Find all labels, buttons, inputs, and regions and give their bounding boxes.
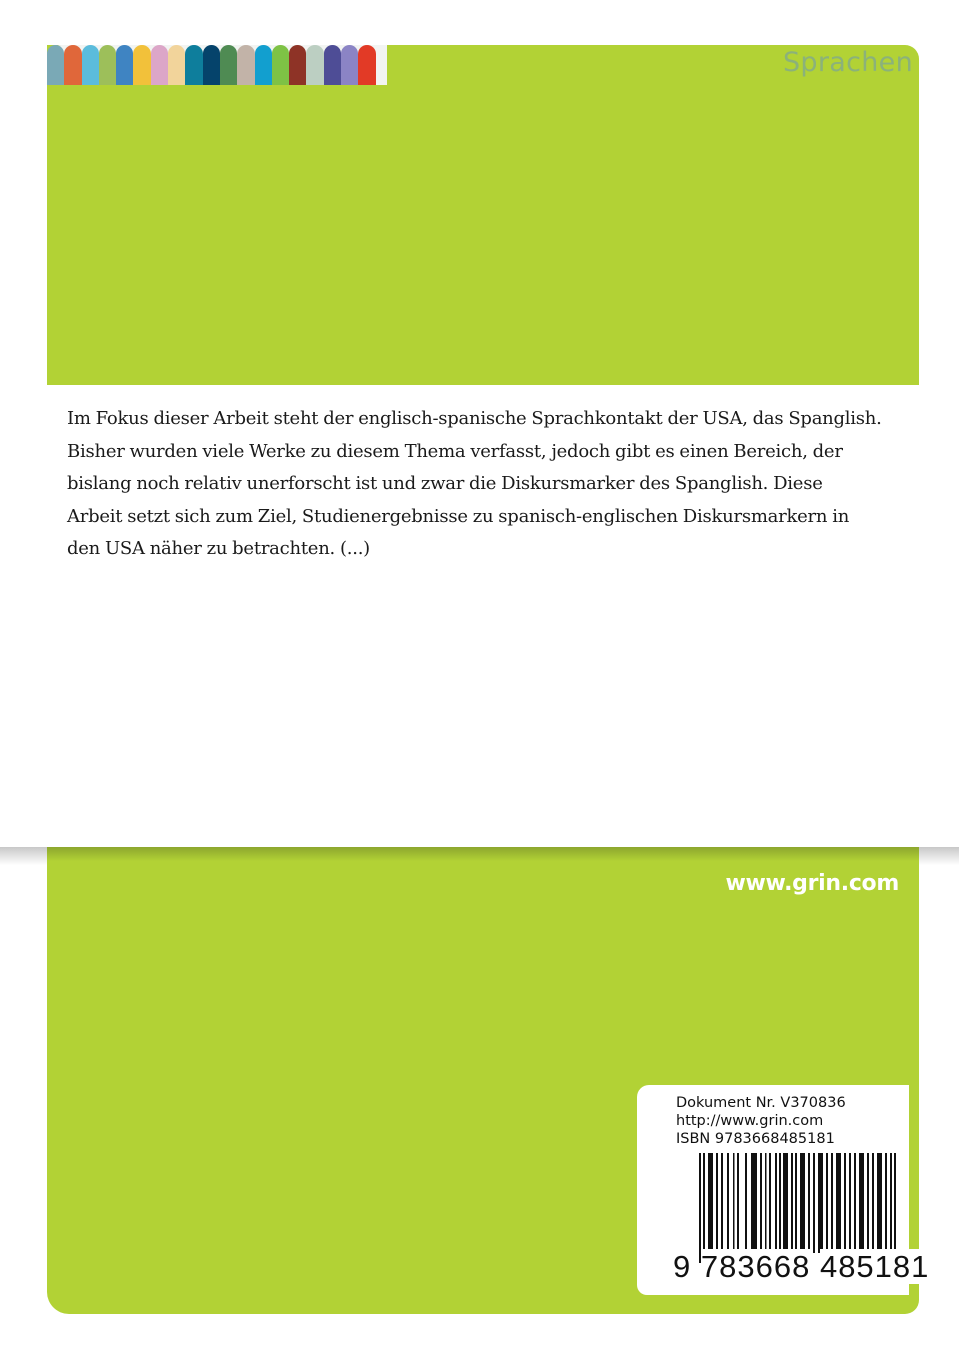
color-tab (255, 45, 272, 85)
color-tab (203, 45, 220, 85)
color-tab (116, 45, 133, 85)
color-tab (185, 45, 202, 85)
abstract-line: bislang noch relativ unerforscht ist und zwar die Diskursmarker des Spanglish. Diese (67, 473, 823, 494)
abstract-line: Im Fokus dieser Arbeit steht der englisch-spanische Sprachkontakt der USA, das Spanglish. (67, 408, 882, 429)
barcode-box (637, 1085, 930, 1295)
barcode-digits (673, 1249, 929, 1285)
color-tab (220, 45, 237, 85)
abstract-line: Bisher wurden viele Werke zu diesem Thema verfasst, jedoch gibt es einen Bereich, der (67, 440, 843, 462)
color-tab (358, 45, 375, 85)
color-tab (289, 45, 306, 85)
category-label: Sprachen (782, 47, 913, 78)
abstract-line: den USA näher zu betrachten. (...) (67, 538, 370, 559)
color-tab (99, 45, 116, 85)
cover-top-panel (47, 45, 919, 385)
color-tab (64, 45, 81, 85)
isbn-text: ISBN 9783668485181 (676, 1131, 835, 1147)
abstract-line: Arbeit setzt sich zum Ziel, Studienergebnisse zu spanisch-englischen Diskursmarkern in (67, 505, 850, 527)
color-tab (341, 45, 358, 85)
website-text: http://www.grin.com (676, 1113, 824, 1129)
color-tab (82, 45, 99, 85)
color-tab (324, 45, 341, 85)
document-info (676, 1094, 846, 1148)
document-number: Dokument Nr. V370836 (676, 1095, 846, 1111)
barcode-icon (699, 1153, 899, 1263)
site-url: www.grin.com (725, 871, 899, 896)
barcode-digit-group1: 783668 (700, 1249, 811, 1284)
color-tab (151, 45, 168, 85)
color-tab (47, 45, 64, 85)
panel-shade (47, 847, 919, 861)
color-tab (133, 45, 150, 85)
color-tab (272, 45, 289, 85)
color-tab-strip (47, 45, 376, 85)
color-tab (237, 45, 254, 85)
color-tab (306, 45, 323, 85)
color-tab (168, 45, 185, 85)
barcode-digit-group2: 485181 (819, 1249, 930, 1284)
barcode-digit-first: 9 (673, 1249, 692, 1284)
abstract-text (67, 403, 897, 566)
